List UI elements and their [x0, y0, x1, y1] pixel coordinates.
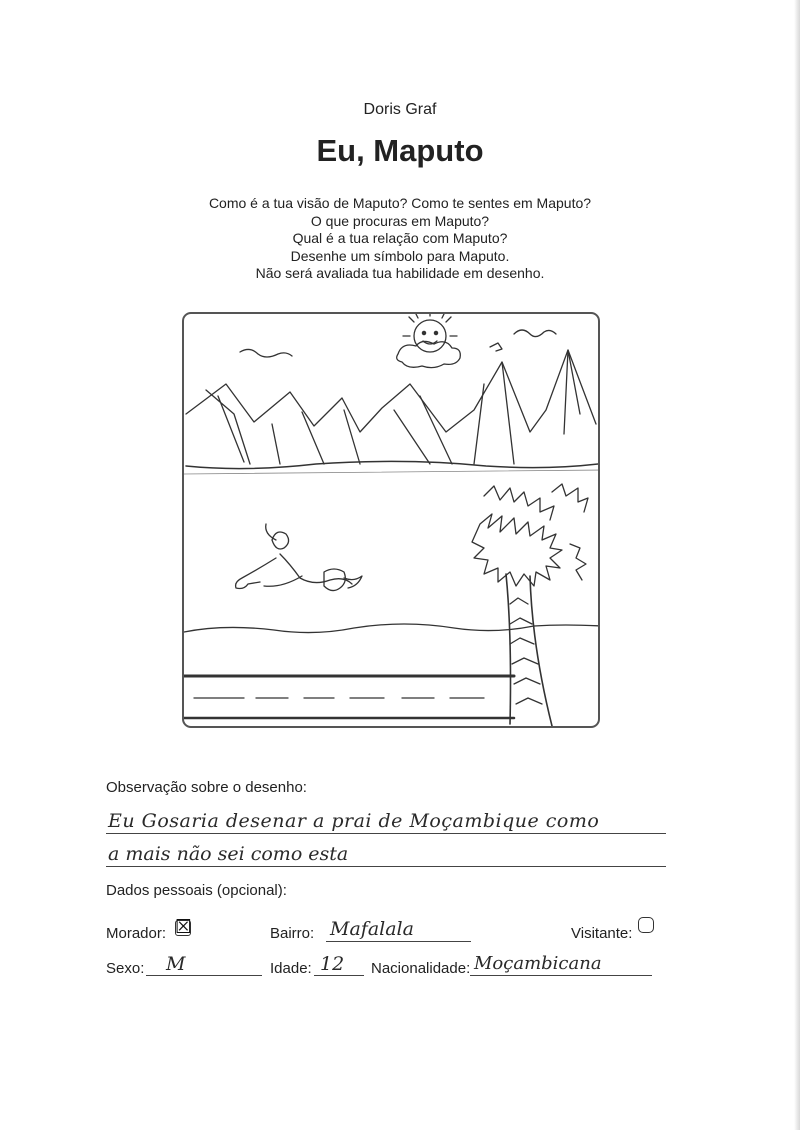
nacionalidade-label: Nacionalidade: [371, 960, 471, 977]
morador-checkbox[interactable] [175, 916, 193, 938]
bairro-label: Bairro: [270, 925, 315, 942]
cloud-line-right [514, 330, 556, 337]
beach-scene-drawing [184, 314, 600, 728]
visitante-checkbox[interactable] [638, 917, 654, 933]
author-name: Doris Graf [363, 101, 437, 118]
drawing-box [182, 312, 600, 728]
prompt-line: Como é a tua visão de Maputo? Como te sentes em Maputo? [208, 195, 592, 211]
visitante-label: Visitante: [571, 925, 633, 942]
swimmer-figure [236, 524, 362, 591]
idade-rule [314, 975, 364, 976]
prompt-line: Desenhe um símbolo para Maputo. [290, 247, 510, 264]
mountains [186, 350, 596, 432]
prompt-line: Não será avaliada tua habilidade em desenho. [255, 265, 545, 282]
observation-line-1[interactable]: Eu Gosaria desenar a prai de Moçambique como [108, 810, 600, 832]
bairro-rule [326, 941, 471, 942]
wave-line [184, 624, 600, 633]
check-mark-icon: ☒ [175, 916, 193, 938]
morador-label: Morador: [106, 925, 167, 942]
nacionalidade-value[interactable]: Moçambicana [474, 953, 602, 974]
observation-label: Observação sobre o desenho: [106, 779, 307, 796]
cloud-line-left [240, 349, 292, 357]
page-title: Eu, Maputo [316, 133, 484, 168]
observation-rule-2 [106, 866, 666, 867]
bairro-value[interactable]: Mafalala [330, 918, 414, 940]
observation-line-2[interactable]: a mais não sei como esta [108, 843, 349, 865]
palm-tree [472, 484, 588, 726]
prompt-questions [0, 195, 800, 283]
idade-label: Idade: [270, 960, 312, 977]
prompt-line: O que procuras em Maputo? [310, 212, 490, 229]
personal-data-label: Dados pessoais (opcional): [106, 882, 287, 899]
sexo-value[interactable]: M [166, 953, 186, 975]
horizon-line [186, 461, 598, 468]
prompt-line: Qual é a tua relação com Maputo? [292, 230, 508, 247]
scan-edge [794, 0, 800, 1130]
idade-value[interactable]: 12 [320, 953, 345, 975]
observation-rule-1 [106, 833, 666, 834]
nacionalidade-rule [470, 975, 652, 976]
sexo-rule [146, 975, 262, 976]
bird-icon [490, 343, 502, 351]
sun-icon [397, 314, 461, 368]
sexo-label: Sexo: [106, 960, 145, 977]
